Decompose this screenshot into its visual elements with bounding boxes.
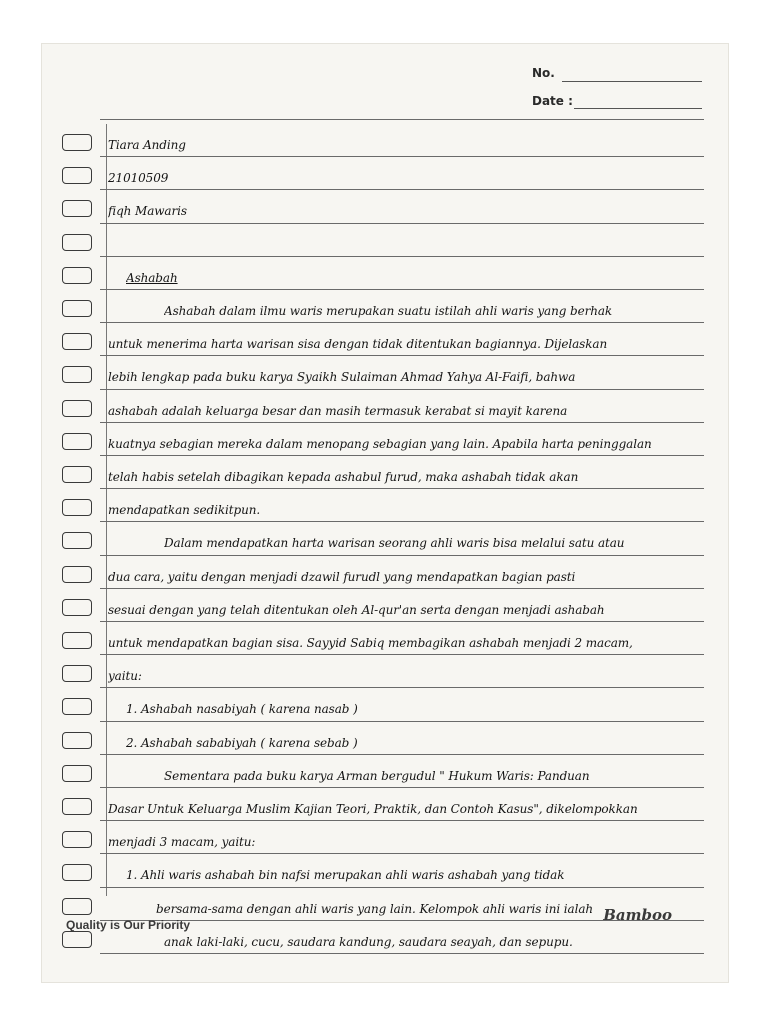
- ruled-line: [100, 355, 704, 356]
- handwritten-line: 21010509: [108, 171, 169, 186]
- handwritten-line: anak laki-laki, cucu, saudara kandung, saudara seayah, dan sepupu.: [164, 934, 573, 949]
- no-label: No.: [532, 66, 555, 80]
- ruled-line: [100, 787, 704, 788]
- ruled-line: [100, 389, 704, 390]
- ruled-line: [100, 687, 704, 688]
- handwritten-line: sesuai dengan yang telah ditentukan oleh Al-qur'an serta dengan menjadi ashabah: [108, 602, 605, 617]
- handwritten-line: 1. Ashabah nasabiyah ( karena nasab ): [126, 702, 358, 717]
- row-checkbox[interactable]: [62, 898, 92, 915]
- ruled-line: [100, 521, 704, 522]
- handwritten-line: telah habis setelah dibagikan kepada ashabul furud, maka ashabah tidak akan: [108, 470, 579, 484]
- handwritten-line: mendapatkan sedikitpun.: [108, 503, 261, 518]
- ruled-line: [100, 853, 704, 854]
- handwritten-line: ashabah adalah keluarga besar dan masih termasuk kerabat si mayit karena: [108, 403, 568, 418]
- ruled-line: [100, 223, 704, 224]
- ruled-line: [100, 754, 704, 755]
- ruled-line: [100, 422, 704, 423]
- handwritten-line: 1. Ahli waris ashabah bin nafsi merupakan ahli waris ashabah yang tidak: [126, 868, 565, 883]
- ruled-line: [100, 455, 704, 456]
- row-checkbox[interactable]: [62, 931, 92, 948]
- ruled-line: [100, 654, 704, 655]
- ruled-line: [100, 953, 704, 954]
- brand-logo: Bamboo: [603, 906, 672, 924]
- top-rule: [100, 119, 704, 120]
- row-checkbox[interactable]: [62, 632, 92, 649]
- row-checkbox[interactable]: [62, 366, 92, 383]
- handwritten-line: Sementara pada buku karya Arman bergudul " Hukum Waris: Panduan: [164, 768, 590, 783]
- row-checkbox[interactable]: [62, 167, 92, 184]
- row-checkbox[interactable]: [62, 466, 92, 483]
- handwritten-line: Ashabah dalam ilmu waris merupakan suatu istilah ahli waris yang berhak: [164, 304, 613, 318]
- row-checkbox[interactable]: [62, 134, 92, 151]
- handwritten-line: Dalam mendapatkan harta warisan seorang ahli waris bisa melalui satu atau: [164, 536, 625, 551]
- row-checkbox[interactable]: [62, 433, 92, 450]
- handwritten-line: untuk menerima harta warisan sisa dengan tidak ditentukan bagiannya. Dijelaskan: [108, 337, 608, 352]
- handwritten-line: bersama-sama dengan ahli waris yang lain. Kelompok ahli waris ini ialah: [156, 901, 594, 916]
- row-checkbox[interactable]: [62, 698, 92, 715]
- ruled-line: [100, 588, 704, 589]
- margin-line: [106, 124, 107, 896]
- handwritten-line: yaitu:: [108, 669, 142, 684]
- row-checkbox[interactable]: [62, 267, 92, 284]
- row-checkbox[interactable]: [62, 499, 92, 516]
- row-checkbox[interactable]: [62, 665, 92, 682]
- ruled-line: [100, 721, 704, 722]
- date-line: [574, 108, 702, 109]
- handwritten-line: fiqh Mawaris: [108, 204, 187, 219]
- ruled-line: [100, 820, 704, 821]
- ruled-line: [100, 322, 704, 323]
- row-checkbox[interactable]: [62, 532, 92, 549]
- notebook-page: [42, 44, 728, 982]
- section-heading: Ashabah: [126, 270, 178, 285]
- ruled-line: [100, 555, 704, 556]
- handwritten-line: dua cara, yaitu dengan menjadi dzawil furudl yang mendapatkan bagian pasti: [108, 569, 576, 584]
- row-checkbox[interactable]: [62, 400, 92, 417]
- ruled-line: [100, 256, 704, 257]
- no-line: [562, 81, 702, 82]
- handwritten-line: kuatnya sebagian mereka dalam menopang sebagian yang lain. Apabila harta peninggalan: [108, 436, 652, 451]
- handwritten-line: lebih lengkap pada buku karya Syaikh Sulaiman Ahmad Yahya Al-Faifi, bahwa: [108, 370, 576, 385]
- row-checkbox[interactable]: [62, 333, 92, 350]
- row-checkbox[interactable]: [62, 732, 92, 749]
- handwritten-line: untuk mendapatkan bagian sisa. Sayyid Sabiq membagikan ashabah menjadi 2 macam,: [108, 636, 633, 650]
- row-checkbox[interactable]: [62, 234, 92, 251]
- ruled-line: [100, 621, 704, 622]
- handwritten-line: Dasar Untuk Keluarga Muslim Kajian Teori, Praktik, dan Contoh Kasus", dikelompokkan: [108, 802, 638, 816]
- row-checkbox[interactable]: [62, 200, 92, 217]
- ruled-line: [100, 887, 704, 888]
- ruled-line: [100, 156, 704, 157]
- handwritten-line: menjadi 3 macam, yaitu:: [108, 835, 256, 850]
- row-checkbox[interactable]: [62, 798, 92, 815]
- row-checkbox[interactable]: [62, 831, 92, 848]
- ruled-line: [100, 289, 704, 290]
- handwritten-line: Tiara Anding: [108, 138, 186, 152]
- row-checkbox[interactable]: [62, 300, 92, 317]
- row-checkbox[interactable]: [62, 864, 92, 881]
- row-checkbox[interactable]: [62, 765, 92, 782]
- date-label: Date :: [532, 94, 573, 108]
- footer-tagline: Quality is Our Priority: [66, 918, 191, 932]
- row-checkbox[interactable]: [62, 566, 92, 583]
- handwritten-line: 2. Ashabah sababiyah ( karena sebab ): [126, 735, 358, 750]
- row-checkbox[interactable]: [62, 599, 92, 616]
- ruled-line: [100, 189, 704, 190]
- ruled-line: [100, 488, 704, 489]
